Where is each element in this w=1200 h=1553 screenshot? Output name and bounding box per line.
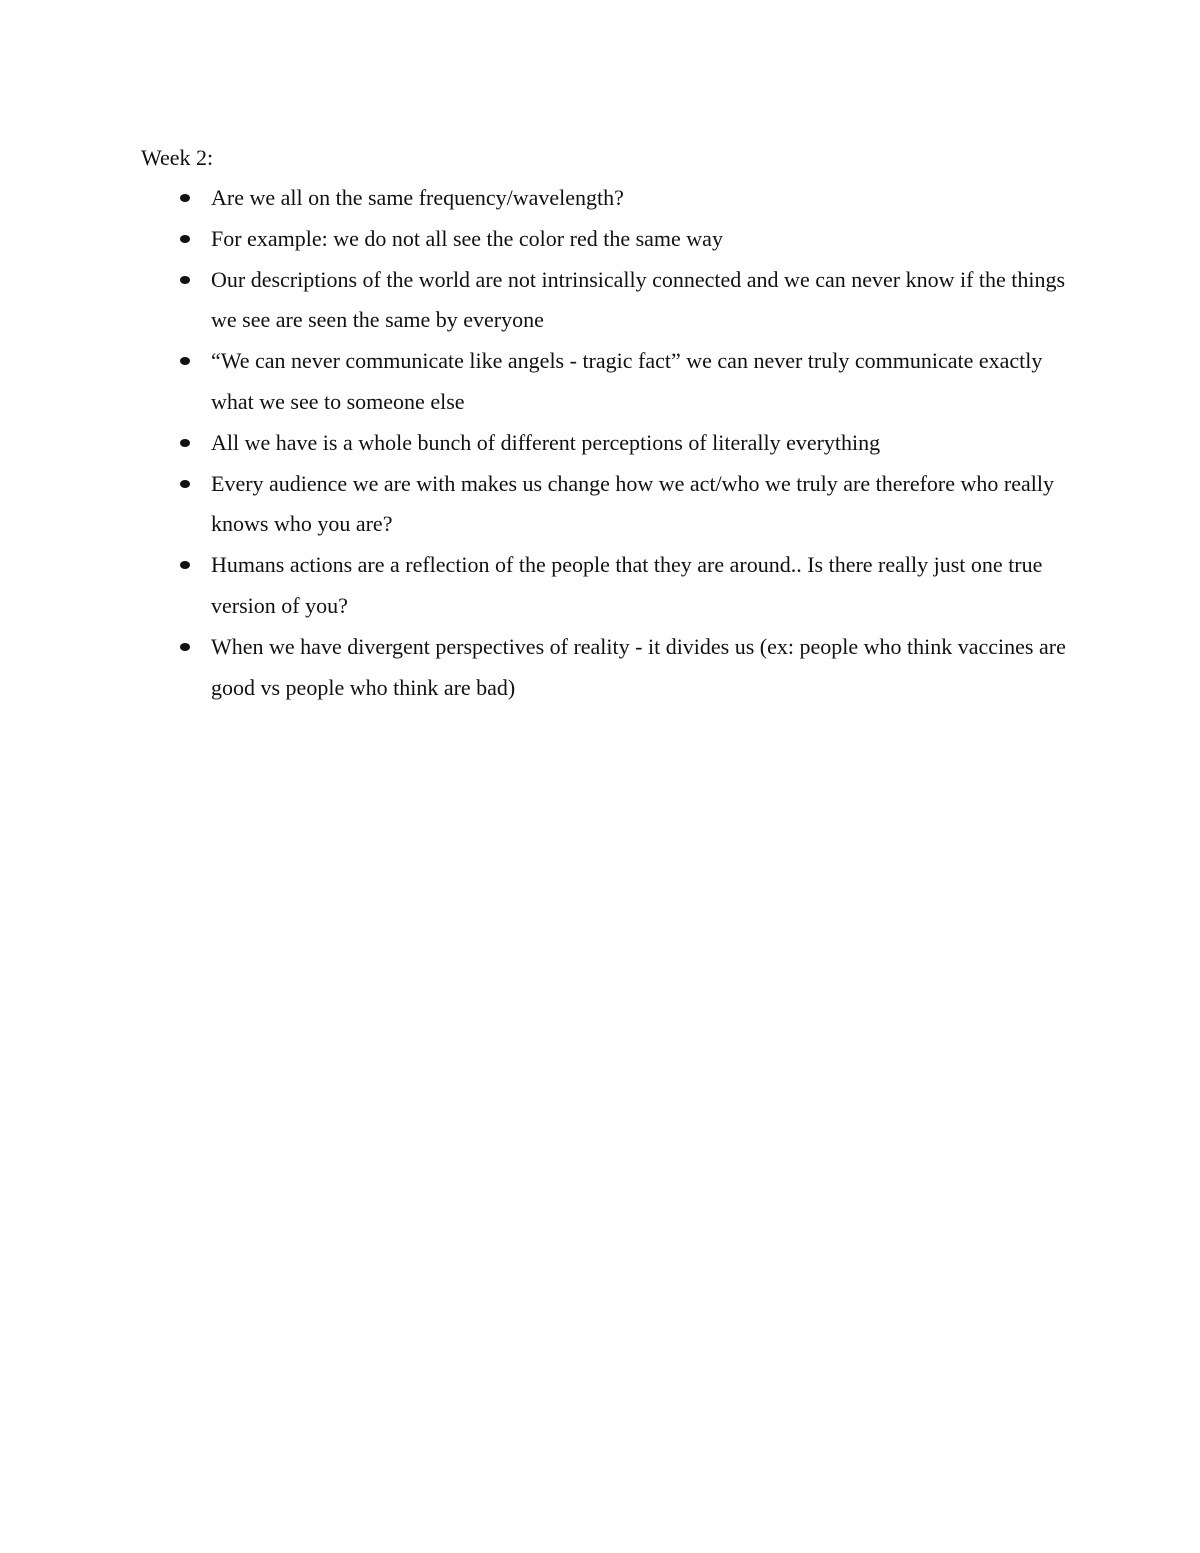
list-item-text: “We can never communicate like angels - tragic fact” we can never truly communicate exactly what we see to someone else bbox=[211, 348, 1043, 414]
list-item-text: Our descriptions of the world are not intrinsically connected and we can never know if the things we see are seen the same by everyone bbox=[211, 266, 1066, 333]
bullet-icon bbox=[180, 235, 190, 243]
list-item-text: Every audience we are with makes us change how we act/who we truly are therefore who really knows who you are? bbox=[211, 470, 1054, 537]
list-item bbox=[141, 260, 1071, 342]
bullet-icon bbox=[180, 561, 190, 569]
list-item bbox=[141, 219, 1071, 260]
list-item bbox=[141, 545, 1071, 627]
bullet-icon bbox=[180, 194, 190, 202]
list-item bbox=[141, 464, 1071, 546]
bullet-list bbox=[141, 178, 1071, 708]
list-item-text: Humans actions are a reflection of the people that they are around.. Is there really just one true version of you? bbox=[211, 552, 1043, 618]
bullet-icon bbox=[180, 276, 190, 284]
bullet-icon bbox=[180, 439, 190, 447]
bullet-icon bbox=[180, 643, 190, 651]
document-body bbox=[141, 138, 1071, 708]
list-item-text: For example: we do not all see the color red the same way bbox=[211, 225, 723, 251]
bullet-icon bbox=[180, 357, 190, 365]
list-item bbox=[141, 423, 1071, 464]
list-item bbox=[141, 627, 1071, 709]
list-item-text: All we have is a whole bunch of different perceptions of literally everything bbox=[211, 429, 881, 455]
list-item bbox=[141, 178, 1071, 219]
list-item-text: When we have divergent perspectives of reality - it divides us (ex: people who think vaccines are good vs people who think are bad) bbox=[211, 633, 1066, 700]
list-item bbox=[141, 341, 1071, 423]
bullet-icon bbox=[180, 480, 190, 488]
list-item-text: Are we all on the same frequency/wavelength? bbox=[211, 185, 624, 210]
section-heading: Week 2: bbox=[141, 145, 214, 170]
